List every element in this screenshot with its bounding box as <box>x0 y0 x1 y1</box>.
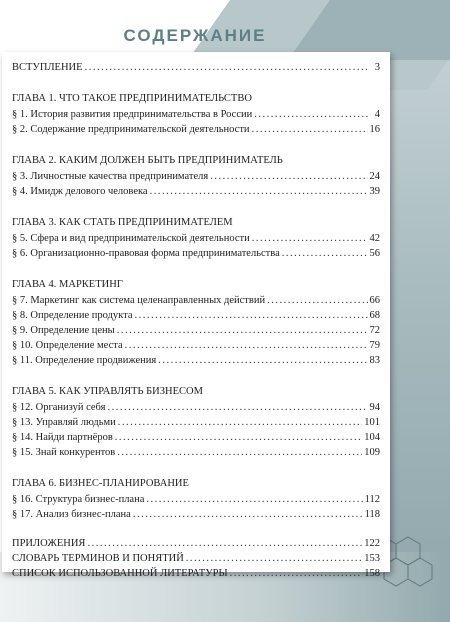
dot-leader <box>115 432 362 443</box>
toc-entry-label: § 9. Определение цены <box>12 325 115 336</box>
toc-entry-label: § 7. Маркетинг как система целенаправленных действий <box>12 295 266 306</box>
chapter-heading[interactable]: ГЛАВА 5. КАК УПРАВЛЯТЬ БИЗНЕСОМ <box>12 386 203 397</box>
chapter-heading[interactable]: ГЛАВА 4. МАРКЕТИНГ <box>12 279 123 290</box>
toc-entry-page: 101 <box>364 417 380 428</box>
toc-entry-page: 158 <box>364 568 380 579</box>
dot-leader <box>146 494 362 505</box>
toc-entry-label: § 2. Содержание предпринимательской деятельности <box>12 124 250 135</box>
dot-leader <box>186 553 362 564</box>
toc-entry-section[interactable] <box>12 447 380 462</box>
toc-entry-section[interactable] <box>12 325 380 340</box>
toc-entry-section[interactable] <box>12 494 380 509</box>
chapter-heading[interactable]: ГЛАВА 6. БИЗНЕС-ПЛАНИРОВАНИЕ <box>12 478 189 489</box>
dot-leader <box>125 340 368 351</box>
page-title: СОДЕРЖАНИЕ <box>123 26 267 45</box>
toc-entry-section[interactable] <box>12 109 380 124</box>
dot-leader <box>117 325 368 336</box>
toc-entry-section[interactable] <box>12 248 380 263</box>
toc-entry-label: СЛОВАРЬ ТЕРМИНОВ И ПОНЯТИЙ <box>12 553 184 564</box>
toc-entry-section[interactable] <box>12 509 380 524</box>
table-of-contents <box>12 62 380 583</box>
toc-entry-page: 83 <box>369 355 380 366</box>
dot-leader <box>252 124 368 135</box>
dot-leader <box>252 233 368 244</box>
toc-entry-label: § 15. Знай конкурентов <box>12 447 116 458</box>
toc-entry-page: 94 <box>369 402 380 413</box>
dot-leader <box>230 568 363 579</box>
dot-leader <box>210 171 367 182</box>
toc-entry-label: § 10. Определение места <box>12 340 123 351</box>
toc-entry-label: ПРИЛОЖЕНИЯ <box>12 538 86 549</box>
toc-entry-section[interactable] <box>12 233 380 248</box>
toc-entry-section[interactable] <box>12 417 380 432</box>
dot-leader <box>267 295 367 306</box>
toc-entry-label: ВСТУПЛЕНИЕ <box>12 62 83 73</box>
toc-entry-page: 56 <box>369 248 380 259</box>
back-matter <box>12 538 380 583</box>
toc-entry-label: СПИСОК ИСПОЛЬЗОВАННОЙ ЛИТЕРАТУРЫ <box>12 568 228 579</box>
toc-entry-label: § 6. Организационно-правовая форма предпринимательства <box>12 248 280 259</box>
toc-entry-page: 66 <box>369 295 380 306</box>
dot-leader <box>87 538 362 549</box>
dot-leader <box>117 447 362 458</box>
toc-entry-section[interactable] <box>12 186 380 201</box>
toc-entry-label: § 17. Анализ бизнес-плана <box>12 509 131 520</box>
dot-leader <box>133 509 363 520</box>
toc-entry-back-matter[interactable] <box>12 553 380 568</box>
dot-leader <box>158 355 367 366</box>
toc-entry-section[interactable] <box>12 124 380 139</box>
toc-entry-back-matter[interactable] <box>12 568 380 583</box>
toc-entry-page: 72 <box>369 325 380 336</box>
toc-entry-section[interactable] <box>12 402 380 417</box>
toc-entry-page: 118 <box>364 509 380 520</box>
toc-entry-page: 4 <box>374 109 380 120</box>
toc-entry-page: 109 <box>364 447 380 458</box>
toc-entry-page: 68 <box>369 310 380 321</box>
chapter-heading[interactable]: ГЛАВА 1. ЧТО ТАКОЕ ПРЕДПРИНИМАТЕЛЬСТВО <box>12 93 252 104</box>
toc-entry-page: 16 <box>369 124 380 135</box>
toc-entry-page: 122 <box>364 538 380 549</box>
dot-leader <box>135 310 368 321</box>
chapter-heading[interactable]: ГЛАВА 3. КАК СТАТЬ ПРЕДПРИНИМАТЕЛЕМ <box>12 217 233 228</box>
toc-entry-section[interactable] <box>12 171 380 186</box>
toc-entry-section[interactable] <box>12 295 380 310</box>
toc-entry-page: 79 <box>369 340 380 351</box>
dot-leader <box>107 402 367 413</box>
toc-entry-label: § 16. Структура бизнес-плана <box>12 494 145 505</box>
toc-entry-page: 112 <box>364 494 380 505</box>
toc-entry-label: § 14. Найди партнёров <box>12 432 113 443</box>
toc-entry-page: 153 <box>364 553 380 564</box>
dot-leader <box>150 186 368 197</box>
toc-entry-label: § 3. Личностные качества предпринимателя <box>12 171 209 182</box>
toc-entry-intro[interactable] <box>12 62 380 77</box>
toc-entry-page: 3 <box>374 62 380 73</box>
toc-entry-label: § 4. Имидж делового человека <box>12 186 148 197</box>
chapter-heading[interactable]: ГЛАВА 2. КАКИМ ДОЛЖЕН БЫТЬ ПРЕДПРИНИМАТЕЛЬ <box>12 155 283 166</box>
toc-entry-label: § 12. Организуй себя <box>12 402 106 413</box>
dot-leader <box>254 109 368 120</box>
toc-entry-label: § 8. Определение продукта <box>12 310 133 321</box>
toc-entry-label: § 5. Сфера и вид предпринимательской деятельности <box>12 233 250 244</box>
toc-entry-page: 42 <box>369 233 380 244</box>
toc-entry-label: § 13. Управляй людьми <box>12 417 116 428</box>
dot-leader <box>118 417 363 428</box>
toc-entry-label: § 1. История развития предпринимательства в России <box>12 109 253 120</box>
dot-leader <box>282 248 368 259</box>
toc-entry-section[interactable] <box>12 355 380 370</box>
toc-entry-page: 24 <box>369 171 380 182</box>
toc-entry-section[interactable] <box>12 340 380 355</box>
toc-entry-page: 39 <box>369 186 380 197</box>
toc-entry-back-matter[interactable] <box>12 538 380 553</box>
toc-entry-section[interactable] <box>12 432 380 447</box>
toc-entry-section[interactable] <box>12 310 380 325</box>
toc-entry-page: 104 <box>364 432 380 443</box>
dot-leader <box>85 62 368 73</box>
toc-entry-label: § 11. Определение продвижения <box>12 355 157 366</box>
contents-panel <box>2 52 390 579</box>
